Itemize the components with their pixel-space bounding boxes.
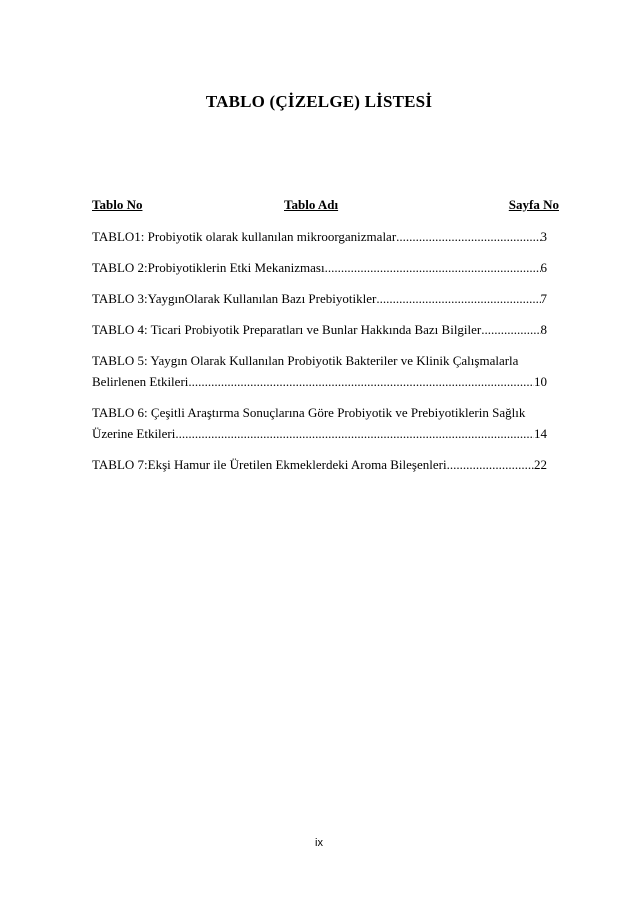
entry-title: TABLO 4: Ticari Probiyotik Preparatları ve Bunlar Hakkında Bazı Bilgiler bbox=[92, 322, 482, 337]
page-number: ix bbox=[315, 837, 323, 849]
header-table-name: Tablo Adı bbox=[284, 197, 339, 212]
dot-leader bbox=[175, 423, 534, 444]
dot-leader bbox=[188, 371, 534, 392]
dot-leader bbox=[376, 288, 540, 309]
dot-leader bbox=[325, 257, 541, 278]
entry-title: TABLO1: Probiyotik olarak kullanılan mikroorganizmalar bbox=[92, 229, 397, 244]
list-item bbox=[92, 402, 547, 444]
table-header bbox=[92, 197, 559, 217]
entry-title-line1: TABLO 6: Çeşitli Araştırma Sonuçlarına Göre Probiyotik ve Prebiyotiklerin Sağlık bbox=[92, 405, 526, 420]
entry-title: TABLO 2:Probiyotiklerin Etki Mekanizması bbox=[92, 260, 325, 275]
page-title: TABLO (ÇİZELGE) LİSTESİ bbox=[205, 92, 433, 111]
entry-page-number: 7 bbox=[540, 291, 547, 306]
entry-page-number: 3 bbox=[540, 229, 547, 244]
list-item bbox=[92, 350, 547, 392]
entry-page-number: 10 bbox=[534, 374, 547, 389]
list-item bbox=[92, 454, 547, 475]
header-table-no: Tablo No bbox=[92, 197, 143, 212]
entry-page-number: 14 bbox=[534, 426, 547, 441]
entry-title-line1: TABLO 5: Yaygın Olarak Kullanılan Probiyotik Bakteriler ve Klinik Çalışmalarla bbox=[92, 353, 519, 368]
entry-title-line2: Belirlenen Etkileri bbox=[92, 374, 189, 389]
list-item bbox=[92, 288, 547, 309]
dot-leader bbox=[396, 226, 540, 247]
table-list bbox=[92, 226, 547, 485]
entry-page-number: 6 bbox=[540, 260, 547, 275]
list-item bbox=[92, 319, 547, 340]
entry-title: TABLO 7:Ekşi Hamur ile Üretilen Ekmeklerdeki Aroma Bileşenleri bbox=[92, 457, 447, 472]
list-item bbox=[92, 257, 547, 278]
entry-title-line2: Üzerine Etkileri bbox=[92, 426, 176, 441]
list-item bbox=[92, 226, 547, 247]
entry-title: TABLO 3:YaygınOlarak Kullanılan Bazı Prebiyotikler bbox=[92, 291, 377, 306]
dot-leader bbox=[447, 454, 534, 475]
entry-page-number: 8 bbox=[540, 322, 547, 337]
entry-page-number: 22 bbox=[534, 457, 547, 472]
header-page-no: Sayfa No bbox=[508, 197, 559, 212]
dot-leader bbox=[481, 319, 540, 340]
